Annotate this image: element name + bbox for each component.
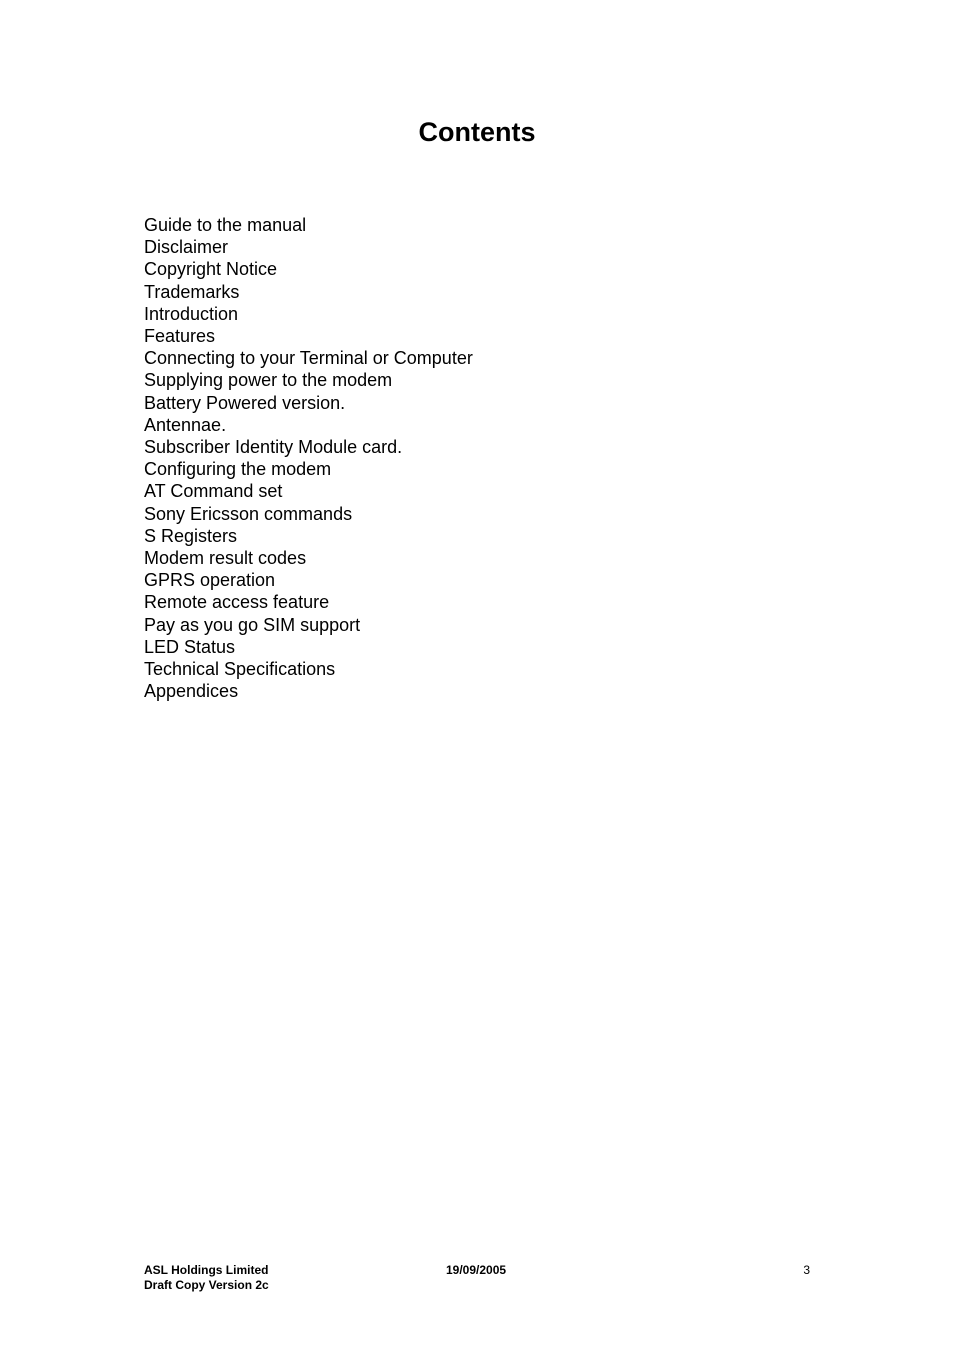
toc-item: LED Status [144, 636, 236, 657]
toc-item: GPRS operation [144, 570, 276, 591]
toc-item: Features [144, 326, 216, 347]
toc-item: Introduction [144, 303, 239, 324]
toc-item: Antennae. [144, 414, 227, 435]
toc-item: Sony Ericsson commands [144, 503, 353, 524]
toc-item: Appendices [144, 681, 239, 702]
footer-company: ASL Holdings Limited [144, 1263, 269, 1277]
toc-item: Technical Specifications [144, 659, 336, 680]
page-title: Contents [418, 117, 536, 147]
footer-company-block [144, 1263, 269, 1293]
toc-item: Configuring the modem [144, 459, 332, 480]
toc-item: Copyright Notice [144, 259, 278, 280]
footer-version: Draft Copy Version 2c [144, 1278, 269, 1292]
toc-item: AT Command set [144, 481, 283, 502]
toc-item: Pay as you go SIM support [144, 614, 361, 635]
toc-item: Subscriber Identity Module card. [144, 437, 403, 458]
footer-page-number: 3 [803, 1263, 810, 1277]
toc-item: Supplying power to the modem [144, 370, 393, 391]
toc-item: Guide to the manual [144, 215, 307, 235]
toc-item: Trademarks [144, 281, 240, 302]
toc-item: Modem result codes [144, 548, 307, 569]
toc-item: Disclaimer [144, 237, 229, 258]
toc-item: S Registers [144, 525, 238, 546]
table-of-contents [144, 214, 473, 702]
toc-item: Battery Powered version. [144, 392, 346, 413]
toc-item: Connecting to your Terminal or Computer [144, 348, 473, 369]
footer-date: 19/09/2005 [446, 1263, 507, 1277]
toc-item: Remote access feature [144, 592, 330, 613]
